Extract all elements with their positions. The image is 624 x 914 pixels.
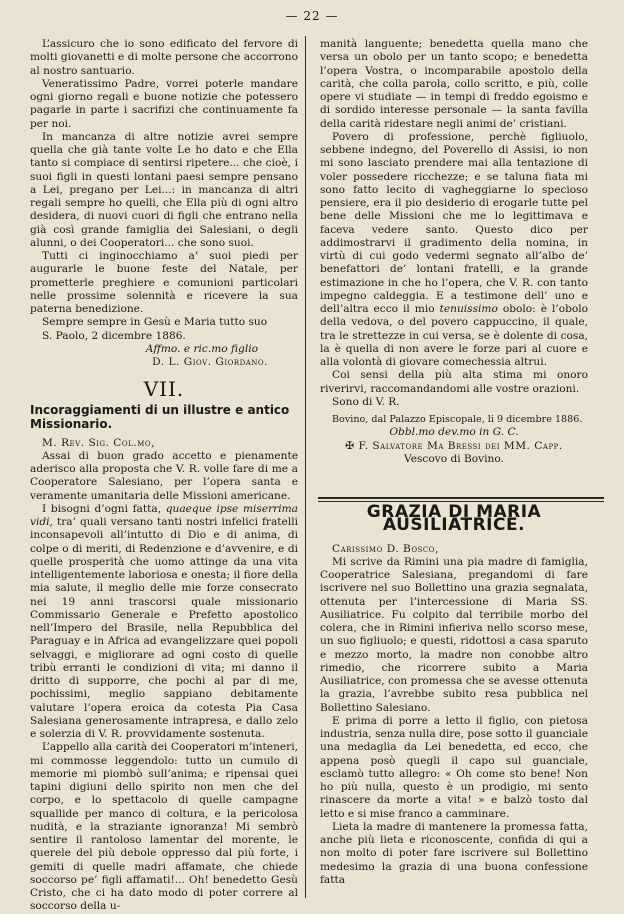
paragraph: Assai di buon grado accetto e pienamente aderisco alla proposta che V. R. volle fare di me a Cooperatore Salesiano, per l’opera santa e veramente umanitaria delle Missioni americane. — [30, 449, 298, 502]
salutation: M. Rev. Sig. Col.mo, — [42, 436, 155, 449]
paragraph — [30, 503, 298, 742]
latin-quote: quaeque ipse miserrima vidi, — [30, 502, 298, 528]
column-divider — [305, 36, 306, 898]
right-column — [320, 38, 588, 887]
text: I bisogni d’ogni fatta, — [42, 502, 166, 515]
closing: Obbl.mo dev.mo in G. C. — [389, 426, 519, 439]
paragraph: Coi sensi della più alta stima mi onoro riverirvi, raccomandandomi alle vostre orazioni. — [320, 369, 588, 395]
signature-title: Vescovo di Bovino. — [404, 452, 504, 465]
paragraph: Veneratissimo Padre, vorrei poterle mandare ogni giorno regali e buone notizie che potessero pagarle in parte i sacrifizi che continuamente fa per noi. — [30, 77, 298, 130]
paragraph: Lieta la madre di mantenere la promessa fatta, anche più lieta e riconoscente, confida di qui a non molto di poter fare iscrivere sul Bollettino medesimo la grazia di una buona confessione fatta — [320, 820, 588, 886]
spacer — [320, 466, 588, 492]
text: obolo: è l’obolo della vedova, o del povero cappuccino, il quale, tra le strettezze in cui versa, se è dolente di cosa, la è quella di non avere le forze pari al cuore e alla volontà di giovare comechessia altrui. — [320, 303, 589, 368]
section-title: Incoraggiamenti di un illustre e antico Missionario. — [30, 402, 290, 431]
paragraph: L’assicuro che io sono edificato del fervore di molti giovanetti e di molte persone che accorrono al nostro santuario. — [30, 38, 298, 77]
paragraph: L’appello alla carità dei Cooperatori m’inteneri, mi commosse leggendolo: tutto un cumulo di memorie mi piombò sull’anima; e ripensai quei tapini digiuni dello spirito non men che del corpo, e lo spettacolo di quelle campagne squallide per manco di coltura, e la pericolosa nudità, e la straziante ignoranza! Mi sembrò sentire il rantoloso lamentar del morente, le querele del più debole oppresso dal più forte, i gemiti di quelle madri affamate, che chiede soccorso pe’ figli affamati!... Oh! benedetto Gesù Cristo, che ci ha dato modo di poter correre al soccorso della u- — [30, 741, 298, 913]
section-number: VII. — [143, 377, 185, 402]
page-number: — 22 — — [285, 9, 339, 23]
section-title: GRAZIA DI MARIA AUSILIATRICE. — [366, 502, 542, 536]
paragraph: manità languente; benedetta quella mano che versa un obolo per un tanto scopo; e benedetta l’opera Vostra, o incomparabile apostolo della carità, che colla parola, collo scritto, e più, colle opere vi studiate — in tempi di freddo egoismo e di sordido interesse personale — la santa favilla della carità ridestare negli animi de’ cristiani. — [320, 38, 588, 130]
paragraph — [320, 131, 588, 370]
left-column — [30, 38, 298, 914]
signature: D. L. Giov. Giordano. — [152, 356, 268, 368]
place-date: S. Paolo, 2 dicembre 1886. — [42, 329, 186, 342]
section-rule-bottom — [318, 501, 604, 502]
paragraph: E prima di porre a letto il figlio, con pietosa industria, senza nulla dire, pose sotto il guanciale una medaglia da Lei benedetta, ed ecco, che appena posò quegli il capo sul guanciale, esclamò tutto allegro: « Oh come sto bene! Non ho più nulla, questo è un prodigio, mi sento rinascere da morte a vita! » e balzò tosto dal letto e si mise franco a camminare. — [320, 714, 588, 820]
section-rule-top — [318, 497, 604, 499]
closing: Affmo. e ric.mo figlio — [145, 342, 258, 355]
place-date: Bovino, dal Palazzo Episcopale, li 9 dicembre 1886. — [332, 414, 583, 425]
text: tra’ quali versano tanti nostri infelici fratelli inconsapevoli all’intutto di Dio e di anima, di colpe o di meriti, di Redenzione e d’avvenire, e di quelle prosperità che uomo attinge da una vita intelligentemente laboriosa e onesta; il fiore della mia salute, il meglio delle mie forze consecrato nei 19 anni trascorsi quale missionario Commissario Generale e Prefetto apostolico nell’Impero del Brasile, nella Repubblica del Paraguay e in Africa ad evangelizzare quei popoli selvaggi, e migliorare ad ogni costo di quelle tribù erranti le condizioni di vita; mi danno il dritto di supporre, che pochi al par di me, pochissimi, meglio sappiano debitamente valutare l’opera eroica da cotesta Pia Casa Salesiana generosamente intrapresa, e dallo zelo e solerzia di V. R. provvidamente sostenuta. — [30, 516, 298, 740]
text: Povero di professione, perchè figliuolo, sebbene indegno, del Poverello di Assisi, io non mi sono lasciato prendere mai alla tentazione di voler possedere ricchezze; e se taluna fiata mi sono fatto lecito di vagheggiarne lo specioso pensiere, era il pio desiderio di erogarle tutte pel bene delle Missioni che me lo legittimava e faceva vedere santo. Questo dico per addimostrarvi il gradimento della nomina, in virtù di cui godo vedermi segnato all’albo de’ benefattori de’ lontani fratelli, e la grande estimazione in che ho l’opera, che V. R. con tanto impegno caldeggia. E a testimone dell’ uno e dell’altra ecco il mio — [320, 130, 588, 315]
paragraph: Tutti ci inginocchiamo a’ suoi piedi per augurarle le buone feste del Natale, per prometterle preghiere e comunioni particolari nelle prossime solennità e ricevere la sua paterna benedizione. — [30, 250, 298, 315]
paragraph: Sono di V. R. — [332, 395, 400, 408]
paragraph: In mancanza di altre notizie avrei sempre quella che già tante volte Le ho dato e che Ella tanto si compiace di sentirsi ripetere... che cioè, i suoi figli in questi lontani paesi sempre pensano a Lei, pregano per Lei...: in mancanza di altri regali sempre ho quelli, che Ella più di ogni altro desidera, di nuovi cuori di figli che entrano nella già così grande famiglia dei Salesiani, o degli alunni, o dei Cooperatori... che sono suoi. — [30, 130, 298, 249]
salutation: Carissimo D. Bosco, — [332, 542, 439, 555]
signature: ✠ F. Salvatore Ma Bressi dei MM. Capp. — [345, 439, 563, 452]
italic-word: tenuissimo — [439, 303, 498, 315]
paragraph: Mi scrive da Rimini una pia madre di famiglia, Cooperatrice Salesiana, pregandomi di fare iscrivere nel suo Bollettino una grazia segnalata, ottenuta per l’intercessione di Maria SS. Ausiliatrice. Fu colpito dal terribile morbo del colera, che in Rimini infieriva nello scorso mese, un suo figliuolo; e questi, ridottosi a casa sparuto e mezzo morto, la madre non conobbe altro rimedio, che ricorrere subito a Maria Ausiliatrice, con promessa che se avesse ottenuta la grazia, l’avrebbe subito resa pubblica nel Bollettino Salesiano. — [320, 555, 588, 714]
paragraph: Sempre sempre in Gesù e Maria tutto suo — [42, 316, 268, 329]
